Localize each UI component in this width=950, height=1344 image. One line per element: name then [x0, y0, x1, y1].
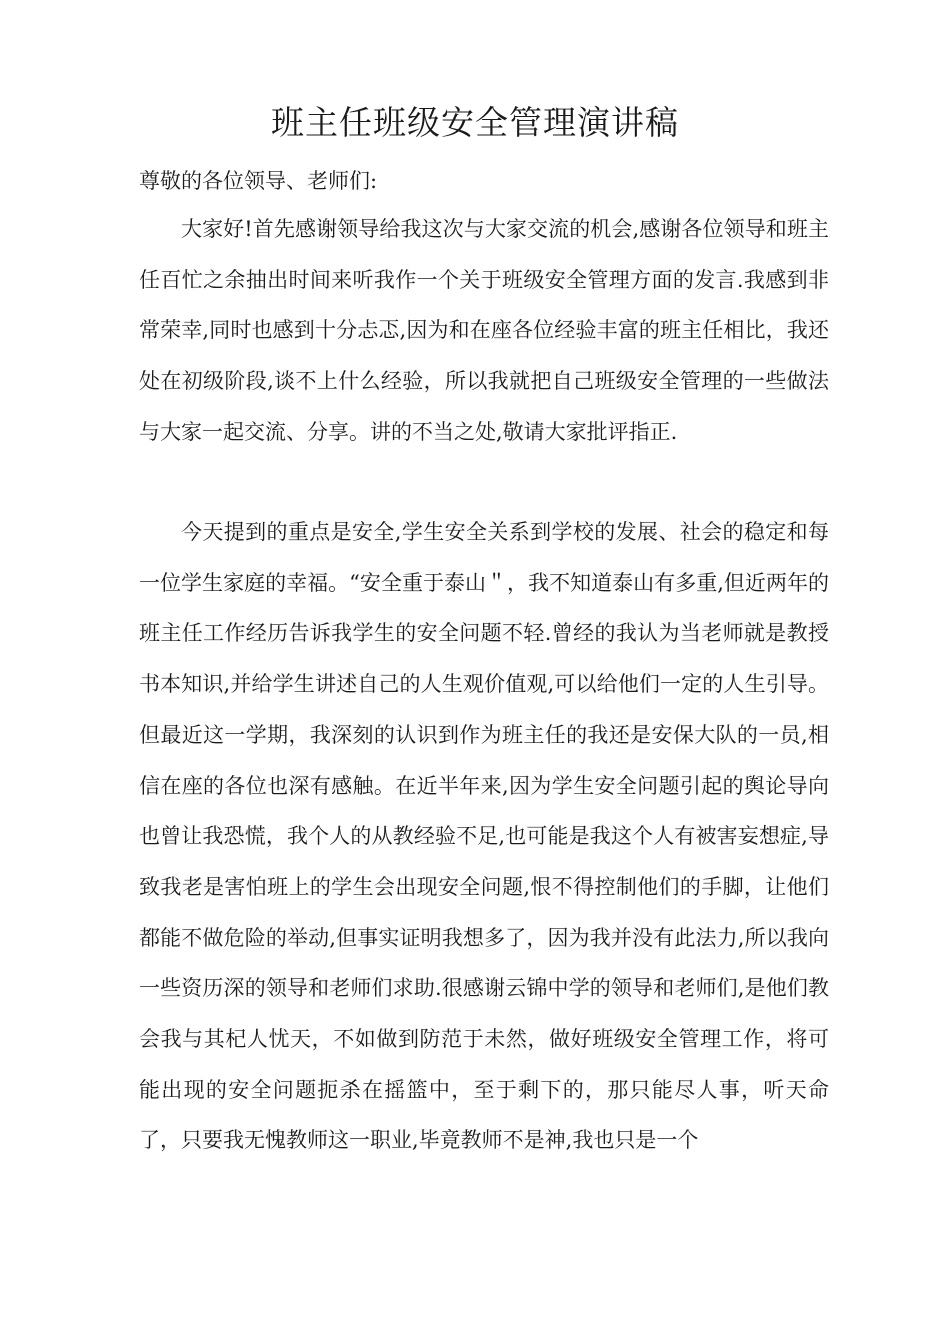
paragraph-1: 大家好!首先感谢领导给我这次与大家交流的机会,感谢各位领导和班主任百忙之余抽出时间来听我作一个关于班级安全管理方面的发言.我感到非常荣幸,同时也感到十分忐忑,因为和在座各位经验丰富的班主任相比，我还处在初级阶段,谈不上什么经验，所以我就把自己班级安全管理的一些做法与大家一起交流、分享。讲的不当之处,敬请大家批评指正.	[139, 217, 829, 444]
document-title: 班主任班级安全管理演讲稿	[271, 103, 679, 142]
paragraph-2: 今天提到的重点是安全,学生安全关系到学校的发展、社会的稳定和每一位学生家庭的幸福。“安全重于泰山＂，我不知道泰山有多重,但近两年的班主任工作经历告诉我学生的安全问题不轻.曾经的我认为当老师就是教授书本知识,并给学生讲述自己的人生观价值观,可以给他们一定的人生引导。但最近这一学期，我深刻的认识到作为班主任的我还是安保大队的一员,相信在座的各位也深有感触。在近半年来,因为学生安全问题引起的舆论导向也曾让我恐慌，我个人的从教经验不足,也可能是我这个人有被害妄想症,导致我老是害怕班上的学生会出现安全问题,恨不得控制他们的手脚，让他们都能不做危险的举动,但事实证明我想多了，因为我并没有此法力,所以我向一些资历深的领导和老师们求助.很感谢云锦中学的领导和老师们,是他们教会我与其杞人忧天，不如做到防范于未然，做好班级安全管理工作，将可能出现的安全问题扼杀在摇篮中，至于剩下的，那只能尽人事，听天命了，只要我无愧教师这一职业,毕竟教师不是神,我也只是一个	[139, 520, 829, 1153]
salutation: 尊敬的各位领导、老师们:	[139, 169, 378, 193]
